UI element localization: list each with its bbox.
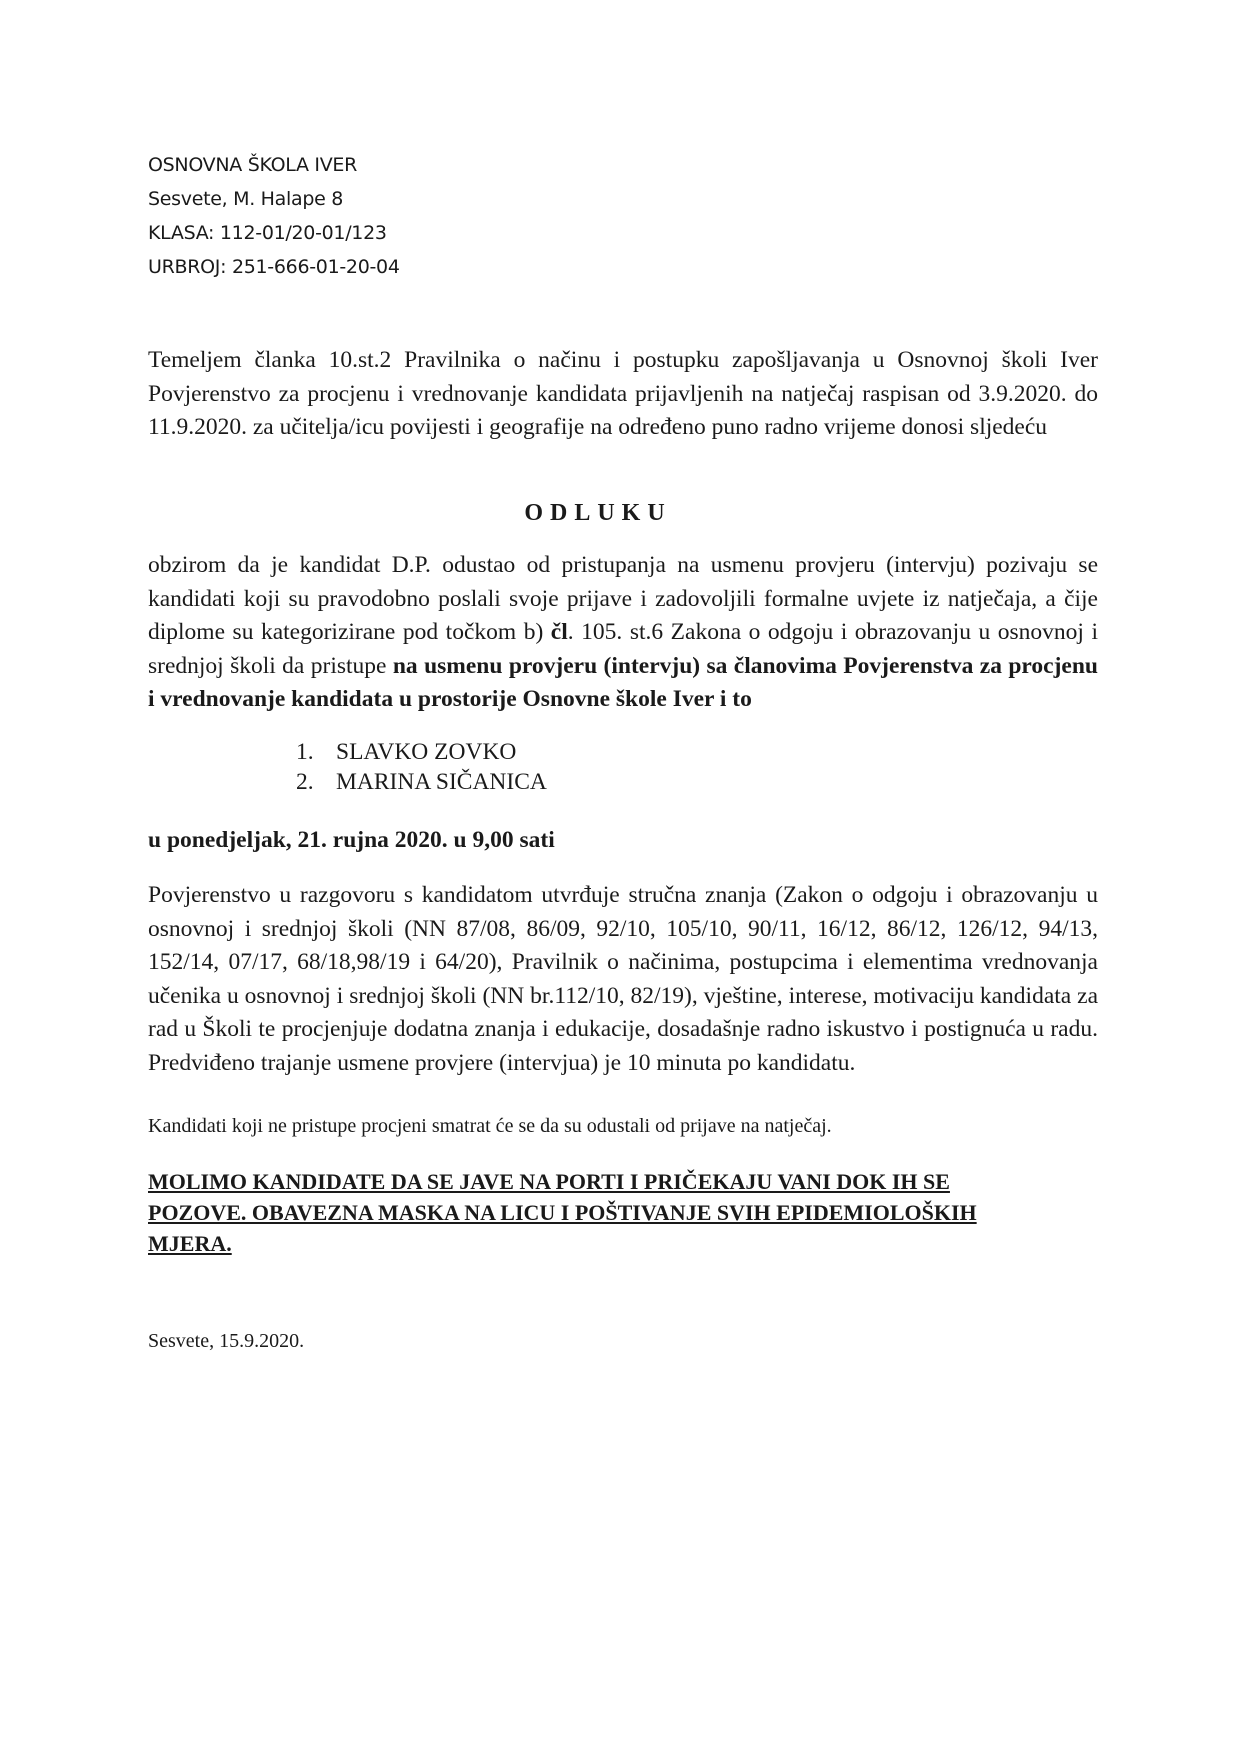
withdrawal-note: Kandidati koji ne pristupe procjeni smatrat će se da su odustali od prijave na natječaj. [148, 1115, 832, 1137]
place-and-date: Sesvete, 15.9.2020. [148, 1330, 305, 1352]
list-item [296, 737, 547, 767]
document-header [148, 148, 400, 284]
candidate-list [296, 737, 547, 797]
document-title: ODLUKU [524, 500, 672, 526]
intro-paragraph: Temeljem članka 10.st.2 Pravilnika o načinu i postupku zapošljavanja u Osnovnoj školi Iver Povjerenstvo za procjenu i vrednovanje kandidata prijavljenih na natječaj raspisan od 3.9.2020. do 11.9.2020. za učitelja/icu povijesti i geografije na određeno puno radno vrijeme donosi sljedeću [148, 347, 1098, 440]
list-item [296, 767, 547, 797]
list-number: 1. [296, 739, 314, 765]
klasa-number: KLASA: 112-01/20-01/123 [148, 222, 387, 244]
decision-paragraph [148, 549, 1098, 717]
candidate-name: SLAVKO ZOVKO [336, 739, 517, 765]
urbroj-number: URBROJ: 251-666-01-20-04 [148, 256, 400, 278]
school-name: OSNOVNA ŠKOLA IVER [148, 154, 357, 176]
candidate-name: MARINA SIČANICA [336, 769, 547, 795]
decision-bold-invitation: na usmenu provjeru (intervju) sa članovima Povjerenstva za procjenu i vrednovanje kandidata u prostorije Osnovne škole Iver i to [148, 652, 1098, 712]
decision-text-2: . 105. st.6 Zakona o odgoju i obrazovanju u osnovnoj i srednjoj školi da pristupe [148, 619, 1098, 679]
interview-paragraph: Povjerenstvo u razgovoru s kandidatom utvrđuje stručna znanja (Zakon o odgoju i obrazovanju u osnovnoj i srednjoj školi (NN 87/08, 86/09, 92/10, 105/10, 90/11, 16/12, 86/12, 126/12, 94/13, 152/14, 07/17, 68/18,98/19 i 64/20), Pravilnik o načinima, postupcima i elementima vrednovanja učenika u osnovnoj i srednjoj školi (NN br.112/10, 82/19), vještine, interese, motivaciju kandidata za rad u Školi te procjenjuje dodatna znanja i edukacije, dosadašnje radno iskustvo i postignuća u radu. Predviđeno trajanje usmene provjere (intervjua) je 10 minuta po kandidatu. [148, 882, 1098, 1076]
decision-text-1: obzirom da je kandidat D.P. odustao od pristupanja na usmenu provjeru (intervju) pozivaju se kandidati koji su pravodobno poslali svoje prijave i zadovoljili formalne uvjete iz natječaja, a čije diplome su kategorizirane pod točkom b) [148, 552, 1098, 645]
safety-notice: MOLIMO KANDIDATE DA SE JAVE NA PORTI I PRIČEKAJU VANI DOK IH SE POZOVE. OBAVEZNA MASKA NA LICU I POŠTIVANJE SVIH EPIDEMIOLOŠKIH MJERA. [148, 1169, 977, 1256]
decision-bold-article: čl [550, 619, 568, 645]
list-number: 2. [296, 769, 314, 795]
interview-datetime: u ponedjeljak, 21. rujna 2020. u 9,00 sati [148, 827, 555, 853]
school-address: Sesvete, M. Halape 8 [148, 188, 344, 210]
